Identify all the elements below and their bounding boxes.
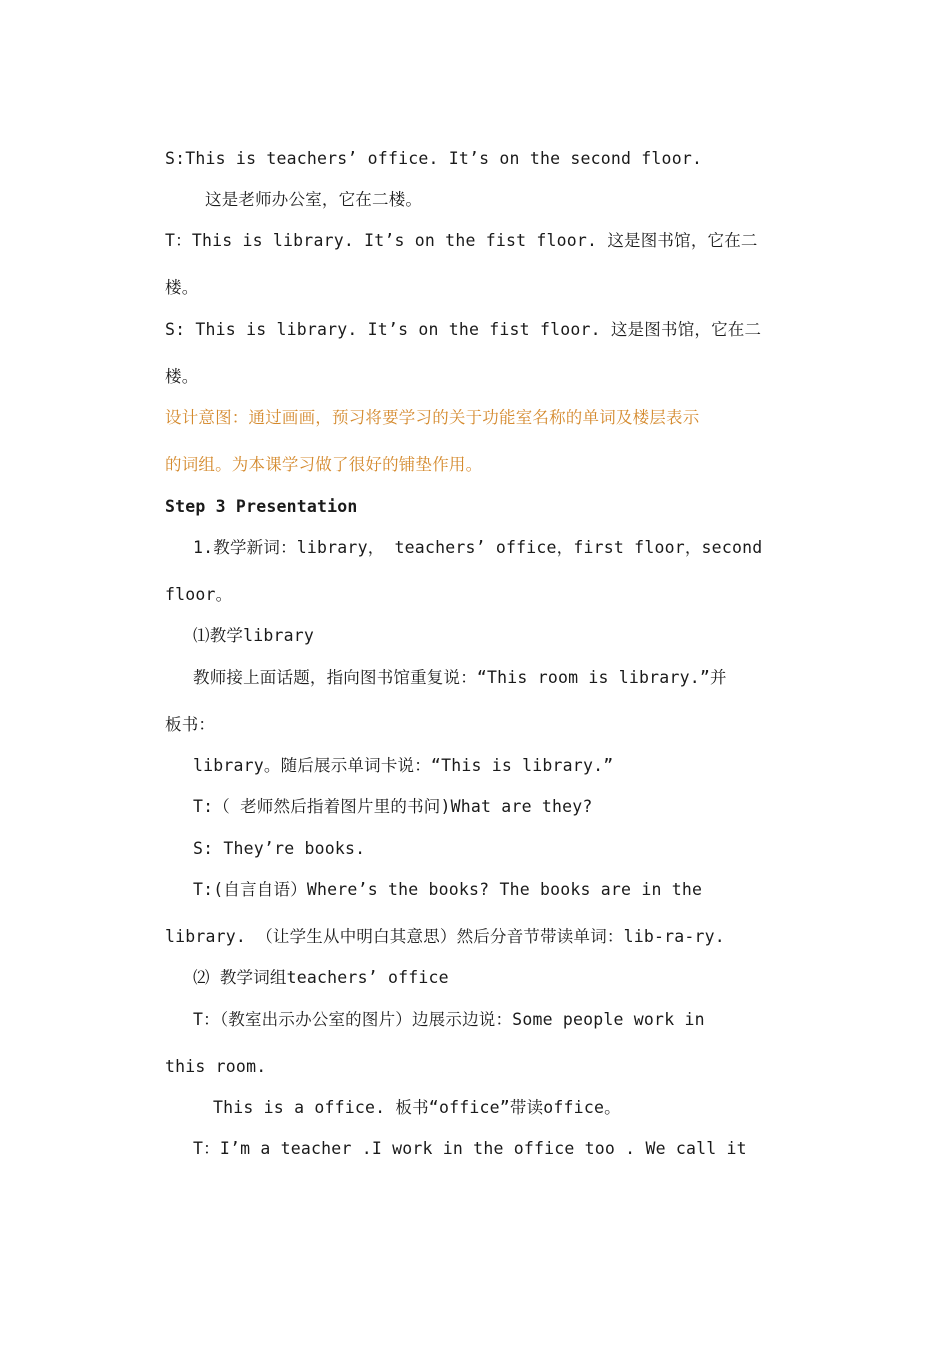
dialogue-line-t1: T：This is library. It’s on the fist floor. 这是图书馆，它在二: [165, 231, 758, 250]
dialogue-line-s2-cont: 楼。: [165, 367, 199, 386]
teacher-instruction-cont: 板书：: [165, 715, 216, 734]
dialogue-line-t3-cont: library. （让学生从中明白其意思）然后分音节带读单词：lib-ra-ry.: [165, 927, 725, 946]
subheading-library: ⑴教学library: [193, 626, 315, 645]
design-intent-line-2: 的词组。为本课学习做了很好的铺垫作用。: [165, 455, 483, 474]
dialogue-line-t5: T：I’m a teacher .I work in the office too . We call it: [193, 1139, 747, 1158]
board-writing-line: This is a office. 板书“office”带读office。: [213, 1098, 621, 1117]
teacher-instruction-line: 教师接上面话题，指向图书馆重复说：“This room is library.”并: [193, 668, 727, 687]
word-card-line: library。随后展示单词卡说：“This is library.”: [193, 756, 614, 775]
dialogue-line-t4: T：（教室出示办公室的图片）边展示边说：Some people work in: [193, 1010, 705, 1029]
dialogue-line-t2: T:（ 老师然后指着图片里的书问)What are they?: [193, 797, 593, 816]
translation-line-1: 这是老师办公室，它在二楼。: [205, 190, 423, 209]
dialogue-line-s2: S: This is library. It’s on the fist floor. 这是图书馆，它在二: [165, 320, 762, 339]
new-words-line: 1.教学新词：library， teachers’ office，first floor，second: [193, 538, 763, 557]
dialogue-line-s3: S: They’re books.: [193, 839, 366, 858]
dialogue-line-t1-cont: 楼。: [165, 278, 199, 297]
dialogue-line-t3: T:(自言自语）Where’s the books? The books are in the: [193, 880, 703, 899]
subheading-teachers-office: ⑵ 教学词组teachers’ office: [193, 968, 449, 987]
section-heading-step3: Step 3 Presentation: [165, 497, 358, 516]
design-intent-line-1: 设计意图：通过画画，预习将要学习的关于功能室名称的单词及楼层表示: [165, 408, 700, 427]
dialogue-line-s1: S:This is teachers’ office. It’s on the second floor.: [165, 149, 703, 168]
new-words-line-cont: floor。: [165, 585, 233, 604]
dialogue-line-t4-cont: this room.: [165, 1057, 267, 1076]
